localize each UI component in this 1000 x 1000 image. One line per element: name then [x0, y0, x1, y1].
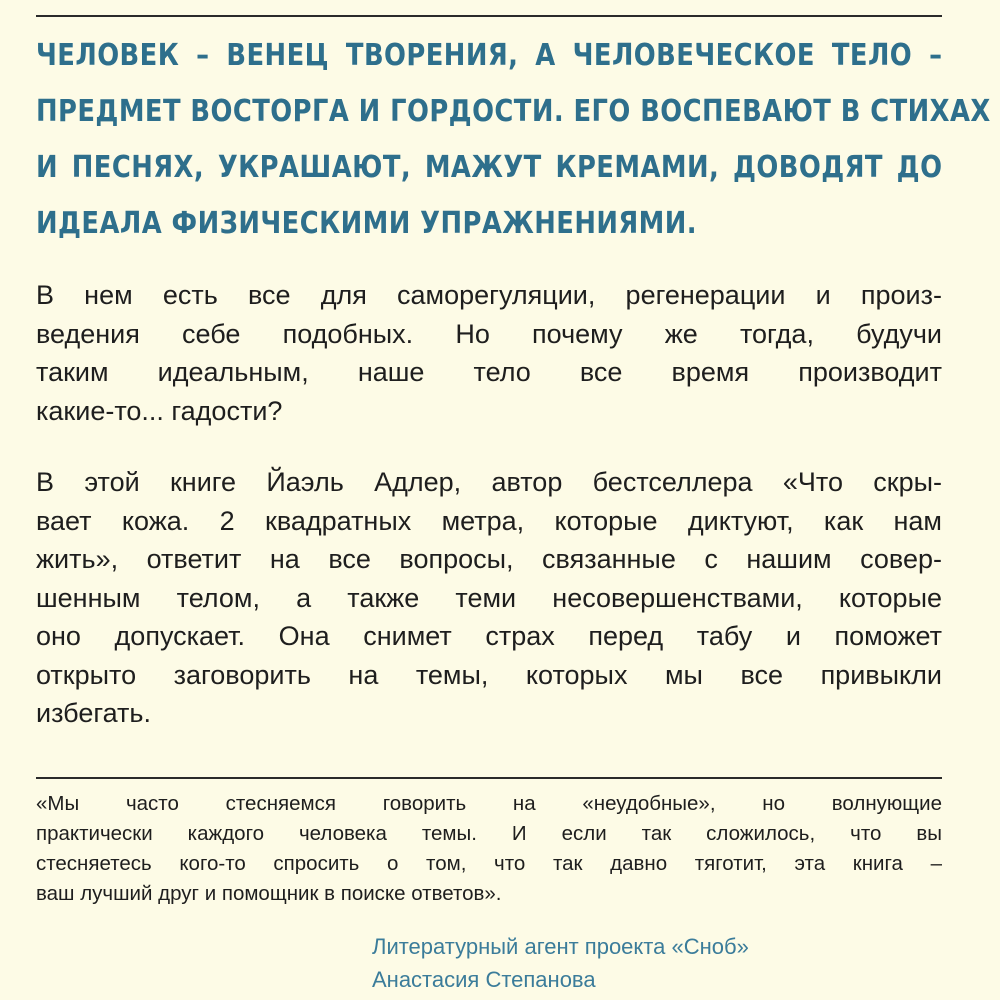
top-divider [36, 15, 942, 17]
paragraph-line: ведения себе подобных. Но почему же тогда, будучи [36, 318, 942, 349]
headline-line: ЧЕЛОВЕК – ВЕНЕЦ ТВОРЕНИЯ, А ЧЕЛОВЕЧЕСКОЕ ТЕЛО – [36, 38, 943, 73]
quote-line: ваш лучший друг и помощник в поиске ответов». [36, 882, 502, 905]
body-paragraph-2 [36, 463, 942, 733]
paragraph-line: оно допускает. Она снимет страх перед табу и поможет [36, 621, 942, 651]
paragraph-line: таким идеальным, наше тело все время производит [36, 357, 942, 387]
quote-line: практически каждого человека темы. И если так сложилось, что вы [36, 822, 942, 845]
bottom-divider [36, 777, 942, 779]
book-cover-back [36, 0, 991, 1000]
headline-line: И ПЕСНЯХ, УКРАШАЮТ, МАЖУТ КРЕМАМИ, ДОВОДЯТ ДО [36, 150, 943, 185]
headline [36, 28, 991, 252]
attribution-role: Литературный агент проекта «Сноб» [372, 934, 749, 959]
quote-attribution [372, 930, 749, 996]
paragraph-line: шенным телом, а также теми несовершенствами, которые [36, 582, 942, 613]
body-paragraph-1 [36, 276, 942, 430]
paragraph-line: избегать. [36, 698, 151, 728]
headline-line: ИДЕАЛА ФИЗИЧЕСКИМИ УПРАЖНЕНИЯМИ. [36, 206, 698, 241]
review-quote [36, 789, 942, 909]
paragraph-line: какие-то... гадости? [36, 395, 283, 426]
paragraph-line: вает кожа. 2 квадратных метра, которые диктуют, как нам [36, 505, 942, 536]
headline-line: ПРЕДМЕТ ВОСТОРГА И ГОРДОСТИ. ЕГО ВОСПЕВАЮТ В СТИХАХ [36, 94, 991, 129]
quote-line: стесняетесь кого-то спросить о том, что так давно тяготит, эта книга – [36, 852, 942, 875]
paragraph-line: жить», ответит на все вопросы, связанные с нашим совер- [36, 544, 942, 574]
paragraph-line: открыто заговорить на темы, которых мы все привыкли [36, 659, 942, 690]
paragraph-line: В нем есть все для саморегуляции, регенерации и произ- [36, 280, 942, 310]
paragraph-line: В этой книге Йаэль Адлер, автор бестселлера «Что скры- [36, 467, 942, 497]
attribution-name: Анастасия Степанова [372, 967, 596, 992]
quote-line: «Мы часто стесняемся говорить на «неудобные», но волнующие [36, 792, 942, 815]
